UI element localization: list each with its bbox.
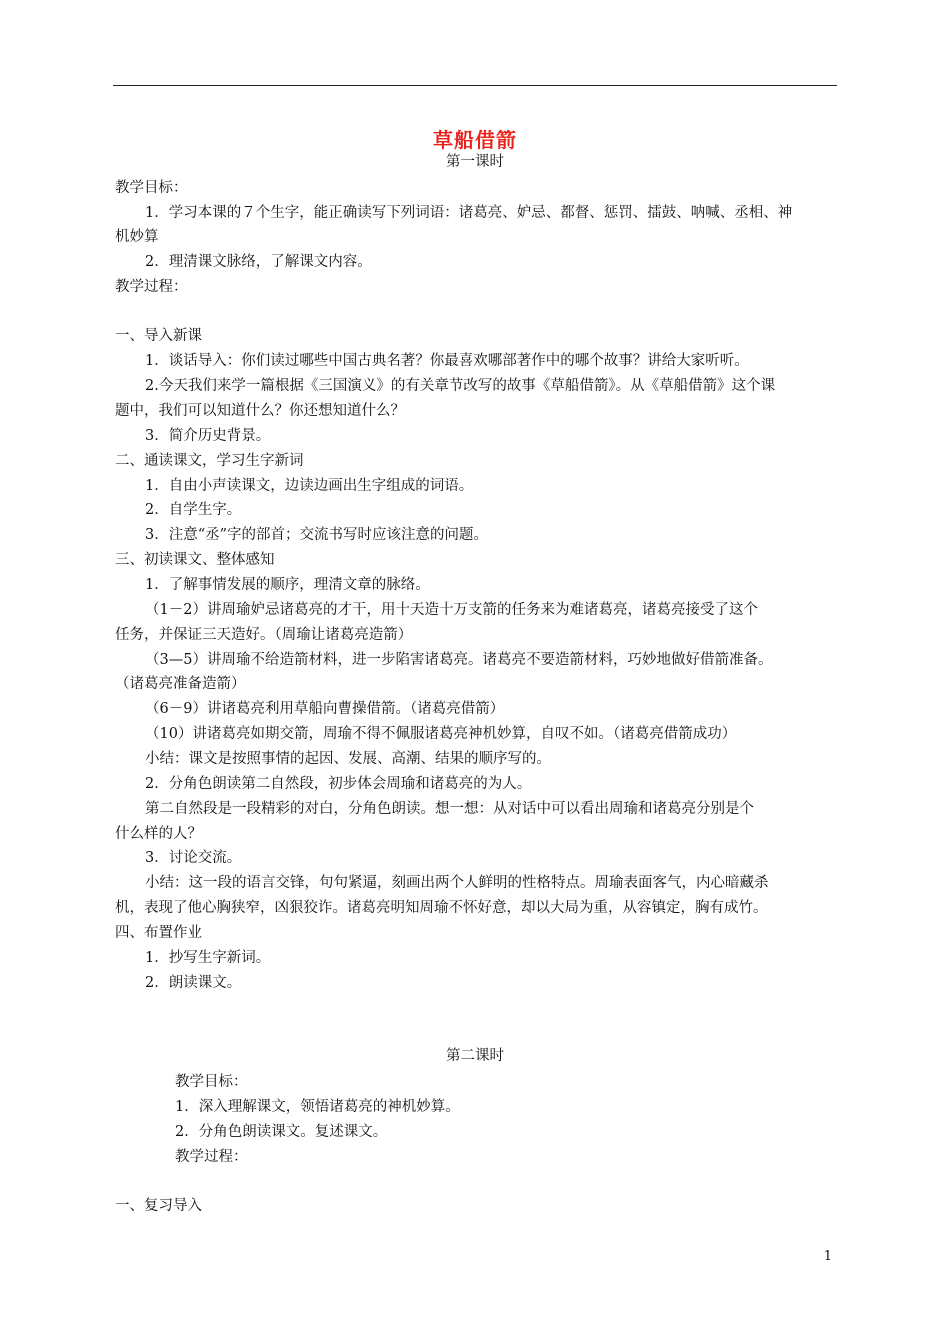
lesson1-goals-label: 教学目标： xyxy=(115,180,188,196)
lesson2-process-label: 教学过程： xyxy=(175,1149,248,1165)
section2-title: 二、通读课文，学习生字新词 xyxy=(115,453,304,469)
section3-para2-line1: （3—5）讲周瑜不给造箭材料，进一步陷害诸葛亮。诸葛亮不要造箭材料，巧妙地做好借箭准备。 xyxy=(145,652,773,668)
section3-item3: 3．讨论交流。 xyxy=(145,850,242,866)
section4-title: 四、布置作业 xyxy=(115,925,202,941)
section2-item2: 2．自学生字。 xyxy=(145,502,242,518)
section3-item2-para-line2: 什么样的人？ xyxy=(115,826,202,842)
section3-summary2-line1: 小结：这一段的语言交锋，句句紧逼，刻画出两个人鲜明的性格特点。周瑜表面客气，内心暗藏杀 xyxy=(145,875,769,891)
section2-item1: 1．自由小声读课文，边读边画出生字组成的词语。 xyxy=(145,478,474,494)
lesson1-heading: 第一课时 xyxy=(446,154,504,170)
lesson1-goal1-line1: 1．学习本课的７个生字，能正确读写下列词语：诸葛亮、妒忌、都督、惩罚、擂鼓、呐喊、丞相、神 xyxy=(145,205,793,221)
section2-item3: 3．注意“丞”字的部首；交流书写时应该注意的问题。 xyxy=(145,527,489,543)
header-rule xyxy=(113,85,837,86)
page-number: 1 xyxy=(823,1249,832,1264)
lesson2-goal2: 2．分角色朗读课文。复述课文。 xyxy=(175,1124,388,1140)
section3-para1-line1: （1－2）讲周瑜妒忌诸葛亮的才干，用十天造十万支箭的任务来为难诸葛亮，诸葛亮接受了这个 xyxy=(145,602,758,618)
lesson2-section1-title: 一、复习导入 xyxy=(115,1198,202,1214)
section3-summary2-line2: 机，表现了他心胸狭窄，凶狠狡诈。诸葛亮明知周瑜不怀好意，却以大局为重，从容镇定，胸有成竹。 xyxy=(115,900,768,916)
lesson1-goal1-line2: 机妙算 xyxy=(115,229,159,245)
section1-item2-line2: 题中，我们可以知道什么？你还想知道什么？ xyxy=(115,403,405,419)
lesson1-process-label: 教学过程： xyxy=(115,279,188,295)
section3-item2: 2．分角色朗读第二自然段，初步体会周瑜和诸葛亮的为人。 xyxy=(145,776,532,792)
section3-item2-para-line1: 第二自然段是一段精彩的对白，分角色朗读。想一想：从对话中可以看出周瑜和诸葛亮分别是个 xyxy=(145,801,754,817)
lesson1-goal2: 2．理清课文脉络，了解课文内容。 xyxy=(145,254,372,270)
lesson2-goal1: 1．深入理解课文，领悟诸葛亮的神机妙算。 xyxy=(175,1099,460,1115)
section3-title: 三、初读课文、整体感知 xyxy=(115,552,275,568)
section3-para2-line2: （诸葛亮准备造箭） xyxy=(115,676,246,692)
lesson2-heading: 第二课时 xyxy=(446,1048,504,1064)
section3-para1-line2: 任务，并保证三天造好。（周瑜让诸葛亮造箭） xyxy=(115,627,413,643)
section4-item1: 1．抄写生字新词。 xyxy=(145,950,271,966)
section1-item1: 1．谈话导入：你们读过哪些中国古典名著？你最喜欢哪部著作中的哪个故事？讲给大家听听。 xyxy=(145,353,749,369)
lesson2-goals-label: 教学目标： xyxy=(175,1074,248,1090)
document-title: 草船借箭 xyxy=(433,128,517,152)
section3-item1: 1．了解事情发展的顺序，理清文章的脉络。 xyxy=(145,577,430,593)
section1-item2-line1: 2.今天我们来学一篇根据《三国演义》的有关章节改写的故事《草船借箭》。从《草船借箭》这个课 xyxy=(145,378,776,394)
section4-item2: 2．朗读课文。 xyxy=(145,975,242,991)
section1-title: 一、导入新课 xyxy=(115,328,202,344)
section3-para4: （10）讲诸葛亮如期交箭，周瑜不得不佩服诸葛亮神机妙算，自叹不如。（诸葛亮借箭成功） xyxy=(145,726,737,742)
section3-summary: 小结：课文是按照事情的起因、发展、高潮、结果的顺序写的。 xyxy=(145,751,551,767)
section1-item3: 3．简介历史背景。 xyxy=(145,428,271,444)
section3-para3: （6－9）讲诸葛亮利用草船向曹操借箭。（诸葛亮借箭） xyxy=(145,701,505,717)
